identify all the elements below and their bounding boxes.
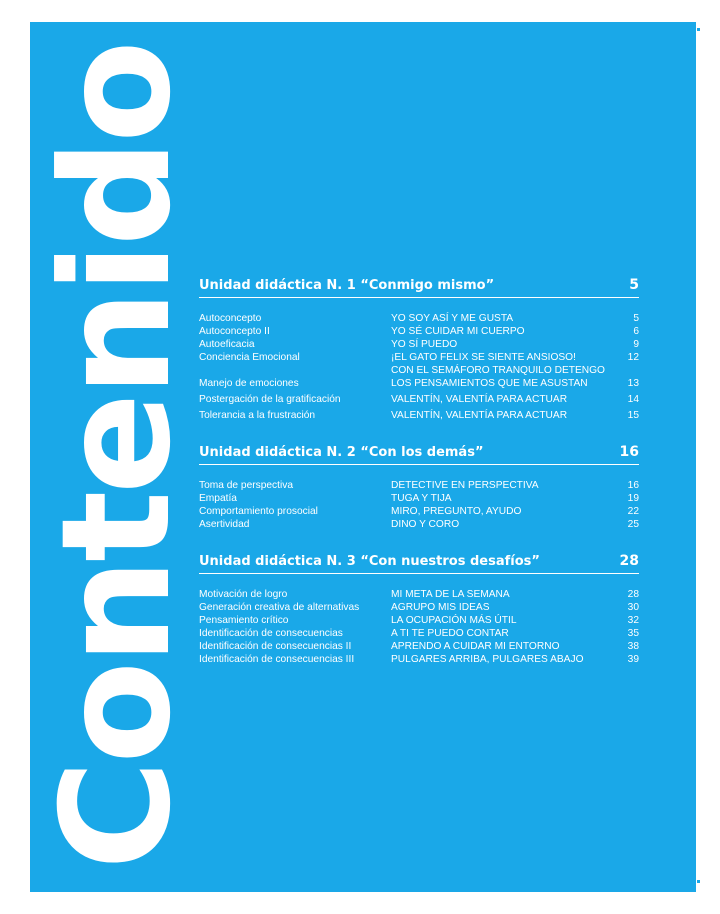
entry-page-number: 6 (633, 326, 639, 337)
toc-entry (199, 312, 639, 325)
unit-heading (199, 444, 639, 465)
entry-activity: LA OCUPACIÓN MÁS ÚTIL (391, 615, 517, 626)
toc-entry (199, 479, 639, 492)
entry-page-number: 9 (633, 339, 639, 350)
toc-entry (199, 338, 639, 351)
entry-page-number: 28 (627, 589, 639, 600)
toc-entry (199, 492, 639, 505)
entry-activity: VALENTÍN, VALENTÍA PARA ACTUAR (391, 410, 568, 421)
entry-activity: MIRO, PREGUNTO, AYUDO (391, 506, 522, 517)
entry-page-number: 19 (627, 493, 639, 504)
entry-topic: Autoeficacia (199, 339, 255, 350)
entry-topic: Conciencia Emocional (199, 352, 300, 363)
entry-topic: Identificación de consecuencias III (199, 654, 355, 665)
entry-activity: YO SÉ CUIDAR MI CUERPO (391, 326, 525, 337)
entry-page-number: 25 (627, 519, 639, 530)
entry-topic: Autoconcepto II (199, 326, 270, 337)
entry-page-number: 30 (627, 602, 639, 613)
entry-activity: TUGA Y TIJA (391, 493, 452, 504)
entry-page-number: 32 (627, 615, 639, 626)
toc-entry (199, 614, 639, 627)
crop-mark (697, 880, 700, 883)
unit-section (199, 444, 639, 531)
entry-page-number: 22 (627, 506, 639, 517)
entry-page-number: 35 (627, 628, 639, 639)
toc-entry (199, 351, 639, 364)
unit-page-number: 5 (629, 277, 639, 293)
entry-page-number: 12 (627, 352, 639, 363)
entry-page-number: 39 (627, 654, 639, 665)
entry-page-number: 5 (633, 313, 639, 324)
entry-activity: DETECTIVE EN PERSPECTIVA (391, 480, 539, 491)
entry-page-number: 38 (627, 641, 639, 652)
entry-activity: DINO Y CORO (391, 519, 460, 530)
entry-activity: MI META DE LA SEMANA (391, 589, 510, 600)
entry-activity: CON EL SEMÁFORO TRANQUILO DETENGO LOS PENSAMIENTOS QUE ME ASUSTAN (391, 365, 605, 389)
entry-activity: ¡EL GATO FELIX SE SIENTE ANSIOSO! (391, 352, 576, 363)
entry-topic: Empatía (199, 493, 237, 504)
page-title: Contenido (30, 44, 204, 870)
toc-entry (199, 640, 639, 653)
entry-activity: YO SOY ASÍ Y ME GUSTA (391, 313, 514, 324)
toc-entry (199, 325, 639, 338)
crop-mark (697, 28, 700, 31)
entry-topic: Postergación de la gratificación (199, 394, 341, 405)
unit-section (199, 553, 639, 666)
unit-title: Unidad didáctica N. 3 “Con nuestros desafíos” (199, 554, 540, 569)
table-of-contents (199, 277, 639, 688)
unit-page-number: 16 (619, 444, 639, 460)
unit-heading (199, 277, 639, 298)
entry-topic: Toma de perspectiva (199, 480, 293, 491)
toc-entry (199, 601, 639, 614)
entry-topic: Manejo de emociones (199, 378, 299, 389)
toc-entry (199, 409, 639, 422)
toc-entry (199, 588, 639, 601)
toc-entry (199, 518, 639, 531)
toc-entry (199, 653, 639, 666)
entry-topic: Comportamiento prosocial (199, 506, 318, 517)
entry-activity: AGRUPO MIS IDEAS (391, 602, 490, 613)
unit-title: Unidad didáctica N. 1 “Conmigo mismo” (199, 278, 495, 293)
entry-topic: Motivación de logro (199, 589, 288, 600)
entry-topic: Asertividad (199, 519, 250, 530)
entry-topic: Tolerancia a la frustración (199, 410, 316, 421)
entry-topic: Autoconcepto (199, 313, 262, 324)
entry-activity: APRENDO A CUIDAR MI ENTORNO (391, 641, 560, 652)
entry-activity: VALENTÍN, VALENTÍA PARA ACTUAR (391, 394, 568, 405)
entry-page-number: 13 (627, 378, 639, 389)
toc-entry (199, 505, 639, 518)
unit-title: Unidad didáctica N. 2 “Con los demás” (199, 445, 484, 460)
unit-heading (199, 553, 639, 574)
entry-activity: YO SÍ PUEDO (391, 339, 458, 350)
entry-activity: A TI TE PUEDO CONTAR (391, 628, 509, 639)
toc-entry (199, 393, 639, 406)
entry-page-number: 14 (627, 394, 639, 405)
entry-topic: Pensamiento crítico (199, 615, 289, 626)
entry-topic: Identificación de consecuencias (199, 628, 343, 639)
entry-topic: Identificación de consecuencias II (199, 641, 352, 652)
entry-page-number: 15 (627, 410, 639, 421)
entry-topic: Generación creativa de alternativas (199, 602, 360, 613)
toc-entry (199, 627, 639, 640)
toc-entry (199, 364, 639, 390)
entry-activity: PULGARES ARRIBA, PULGARES ABAJO (391, 654, 584, 665)
unit-section (199, 277, 639, 422)
entry-page-number: 16 (627, 480, 639, 491)
unit-page-number: 28 (619, 553, 639, 569)
